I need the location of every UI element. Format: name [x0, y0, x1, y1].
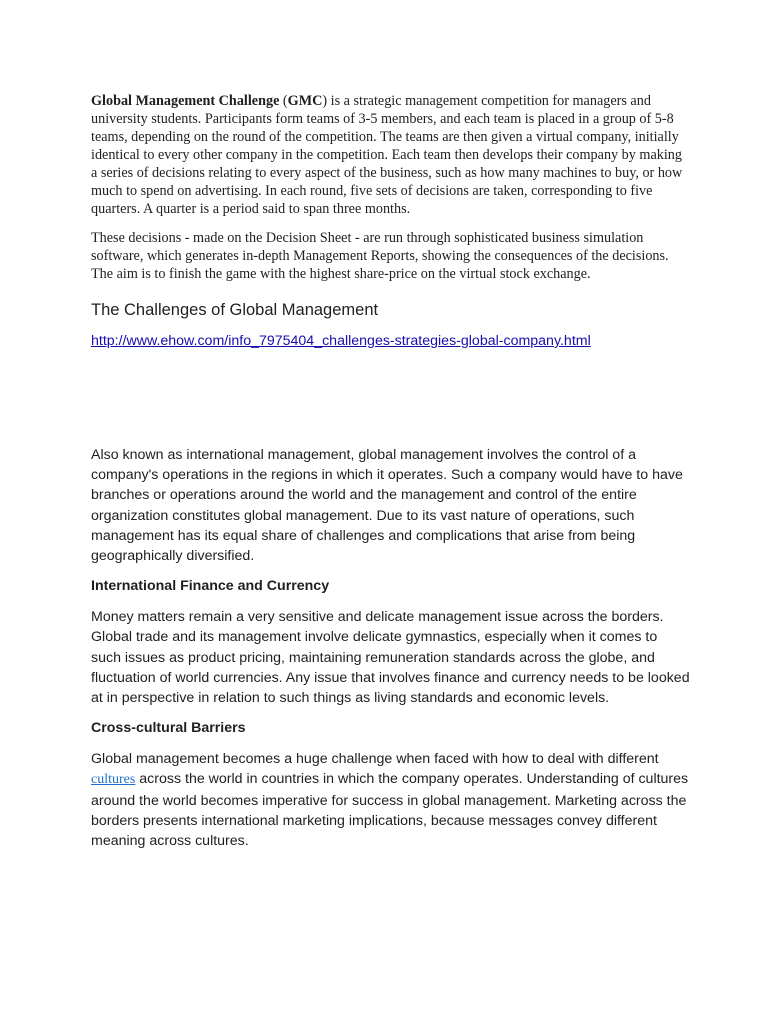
intro-paragraph	[91, 92, 691, 218]
cultural-text-after: across the world in countries in which the company operates. Understanding of cultures around the world becomes imperative for success in global management. Marketing across the borders presents international marketing implications, because messages convey different meaning across cultures.	[91, 771, 689, 850]
cultural-text-before: Global management becomes a huge challenge when faced with how to deal with different	[91, 751, 659, 768]
gmc-abbr: GMC	[287, 93, 323, 109]
abbr-close: )	[322, 93, 328, 109]
intro-text: is a strategic management competition for managers and university students. Participants form teams of 3-5 members, and each team is placed in a group of 5-8 teams, depending on the round of the competition. The teams are then given a virtual company, initially identical to every other company in the competition. Each team then develops their company by making a series of decisions relating to every aspect of the business, such as how many machines to buy, or how much to spend on advertising. In each round, five sets of decisions are taken, corresponding to five quarters. A quarter is a period said to span three months.	[91, 93, 683, 217]
overview-paragraph: Also known as international management, global management involves the control of a company's operations in the regions in which it operates. Such a company would have to have branches or operations around the world and the management and control of the entire organization constitutes global management. Due to its vast nature of operations, such management has its equal share of challenges and complications that arise from being geographically diversified.	[91, 447, 683, 565]
document-page	[91, 92, 691, 851]
source-link[interactable]: http://www.ehow.com/info_7975404_challenges-strategies-global-company.html	[91, 333, 591, 349]
cultural-heading: Cross-cultural Barriers	[91, 720, 246, 737]
finance-paragraph: Money matters remain a very sensitive and delicate management issue across the borders. Global trade and its management involve delicate gymnastics, especially when it comes to such issues as product pricing, maintaining remuneration standards across the globe, and fluctuation of world currencies. Any issue that involves finance and currency needs to be looked at in perspective in relation to such things as living standards and economic levels.	[91, 609, 690, 707]
abbr-open: (	[279, 93, 288, 109]
decisions-paragraph: These decisions - made on the Decision Sheet - are run through sophisticated business simulation software, which generates in-depth Management Reports, showing the consequences of the decisions. The aim is to finish the game with the highest share-price on the virtual stock exchange.	[91, 230, 669, 282]
finance-heading: International Finance and Currency	[91, 578, 330, 595]
challenges-heading: The Challenges of Global Management	[91, 301, 379, 319]
cultural-paragraph	[91, 749, 691, 851]
cultures-link[interactable]: cultures	[91, 772, 136, 788]
source-link-line	[91, 332, 691, 350]
gmc-term: Global Management Challenge	[91, 93, 280, 109]
